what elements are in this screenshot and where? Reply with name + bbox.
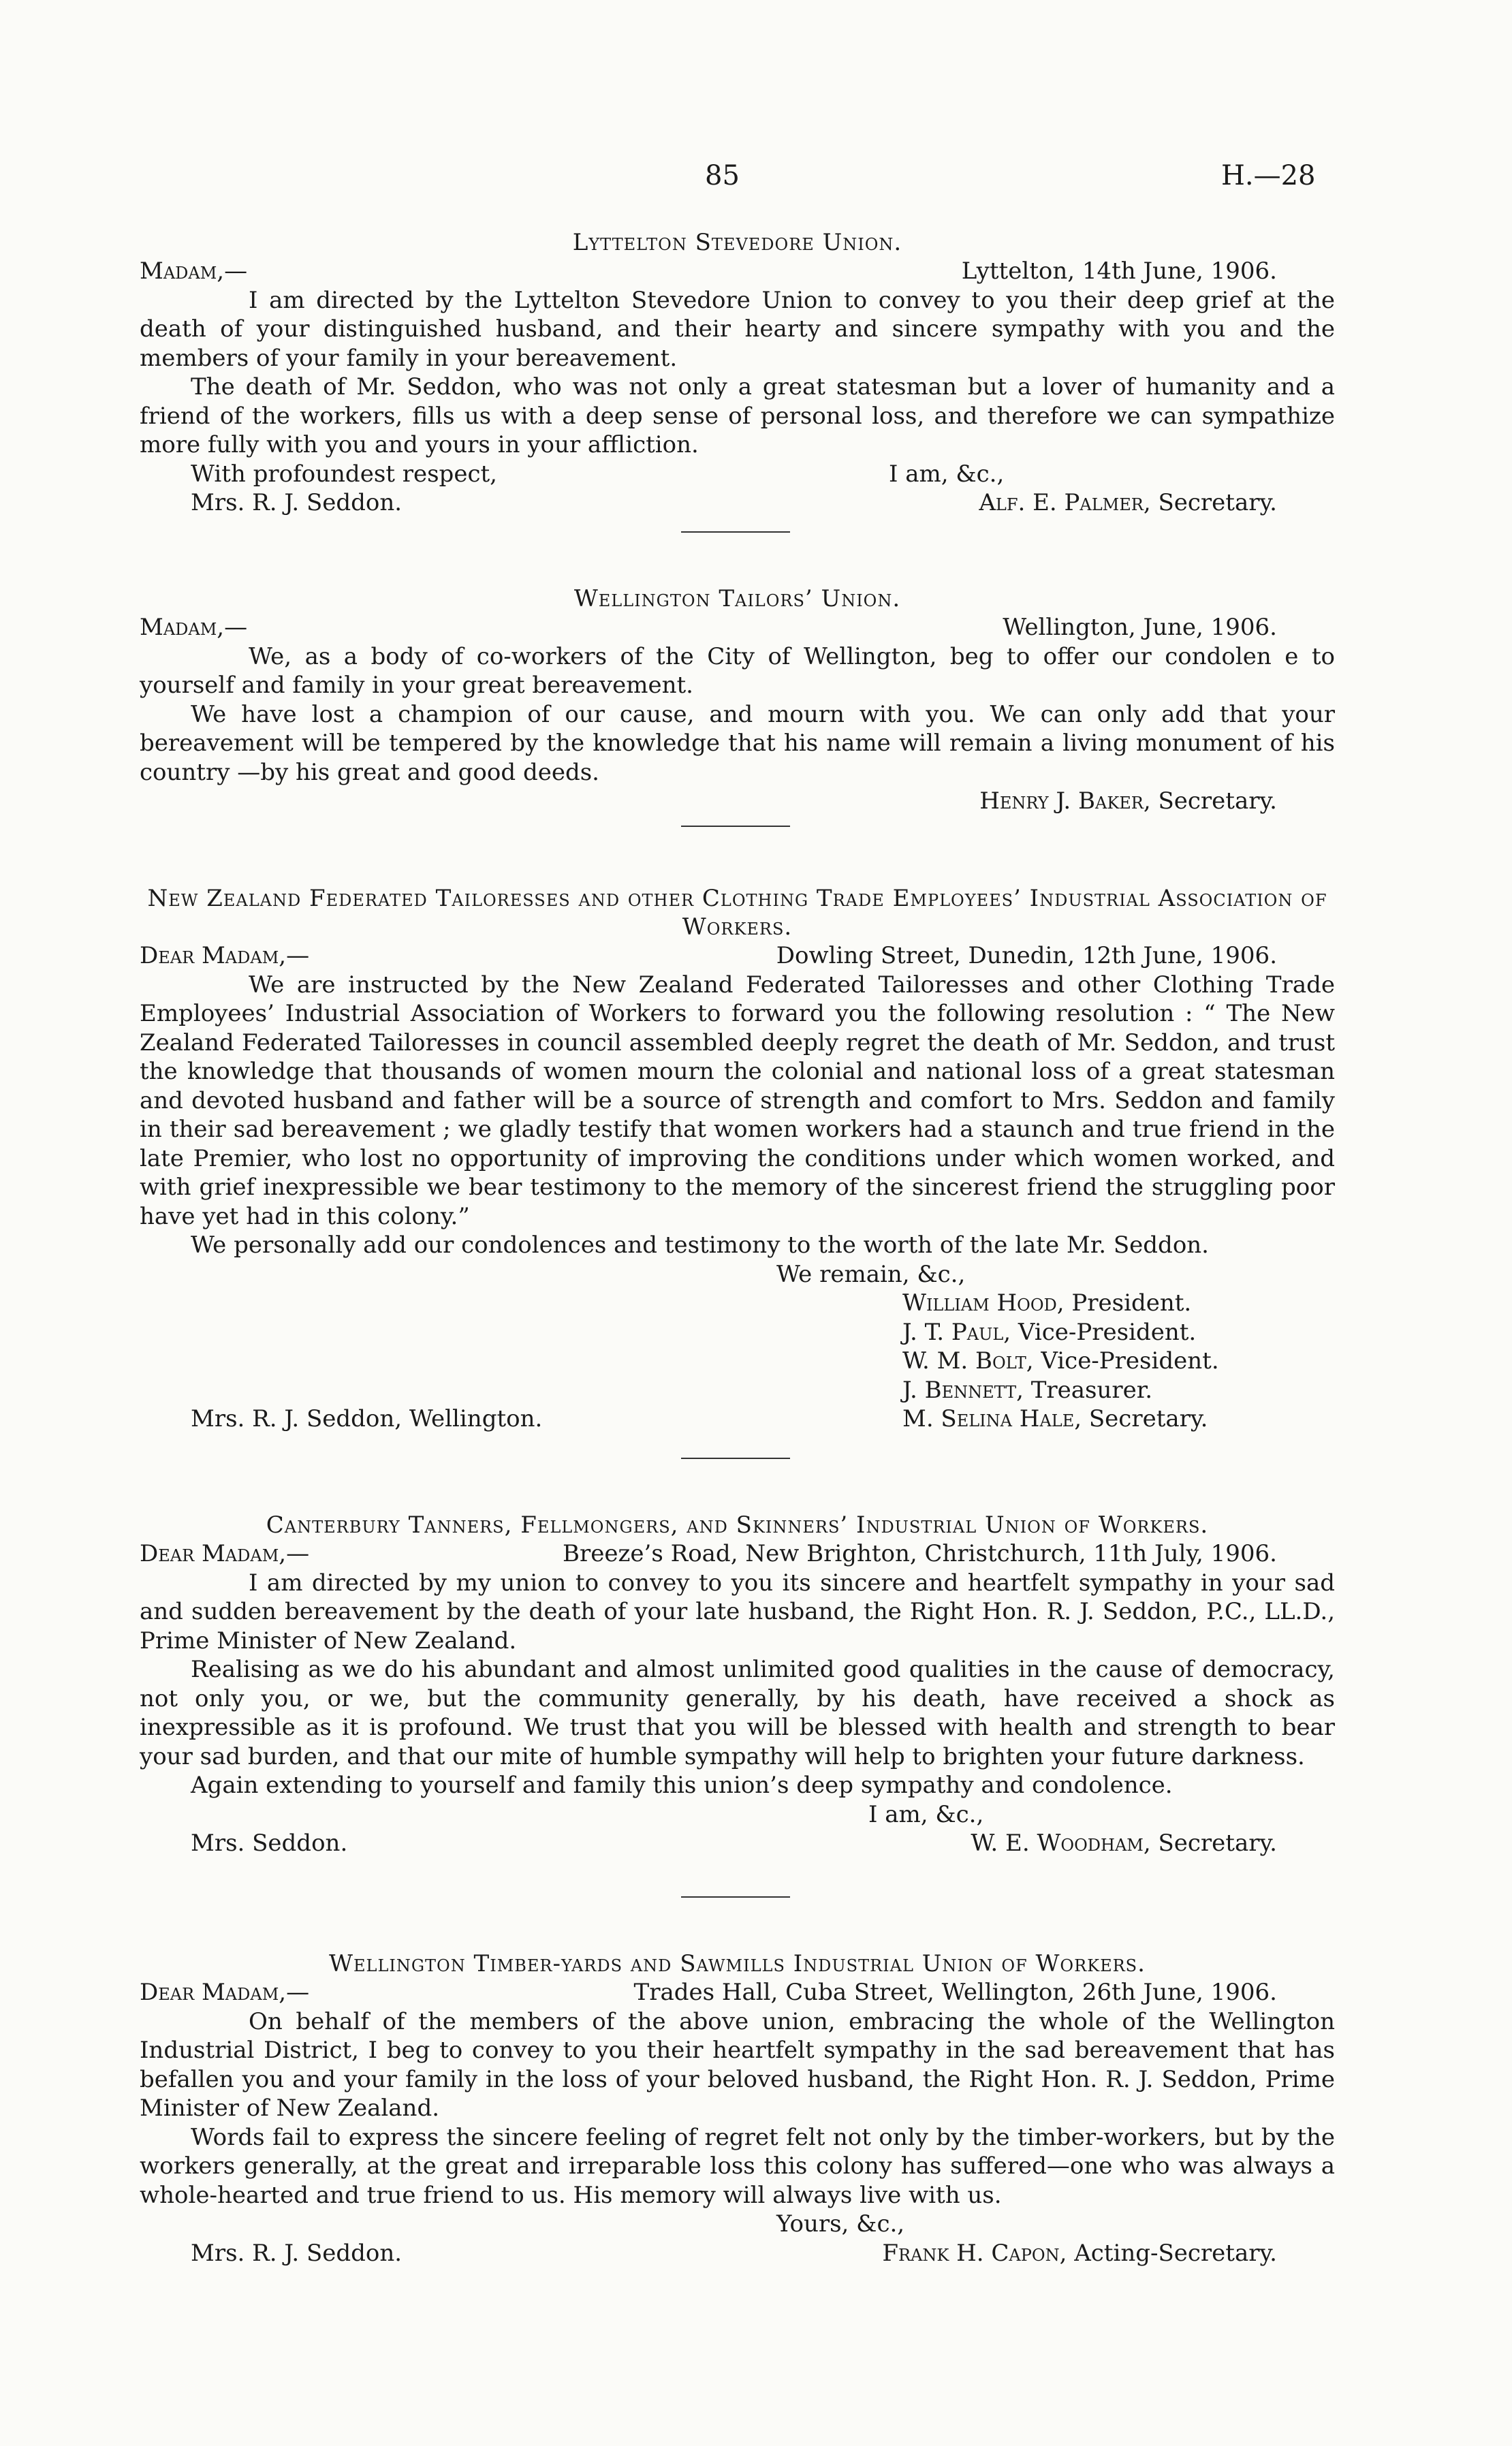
letter-paragraph: On behalf of the members of the above union, embracing the whole of the Wellington Industrial District, I beg to convey to you their heartfelt sympathy in the sad bereavement that has befallen you and your family in the loss of your beloved husband, the Right Hon. R. J. Seddon, Prime Minister of New Zealand. (140, 2007, 1335, 2122)
signatory-name: Alf. E. Palmer (979, 489, 1144, 516)
salutation: Dear Madam,— (140, 942, 310, 969)
letter-heading: Wellington Tailors’ Union. (573, 585, 901, 612)
document-reference: H.—28 (1221, 160, 1316, 191)
signatory-name: William Hood (902, 1289, 1057, 1317)
signatory-name: Henry J. Baker (979, 787, 1144, 815)
signature-row (140, 1829, 1335, 1858)
letter-lyttelton-stevedore (140, 228, 1335, 518)
letter-paragraph: We are instructed by the New Zealand Federated Tailoresses and other Clothing Trade Employees’ Industrial Association of Workers to forward you the following resolution : “ The New Zealand Federated Tailoresses in council assembled deeply regret the death of Mr. Seddon, and trust the knowledge that thousands of women mourn the colonial and national loss of a great statesman and devoted husband and father will be a source of strength and comfort to Mrs. Seddon and family in their sad bereavement ; we gladly testify that women workers had a staunch and true friend in the late Premier, who lost no opportunity of improving the conditions under which women worked, and with grief inexpressible we bear testimony to the memory of the sincerest friend the struggling poor have yet had in this colony.” (140, 971, 1335, 1230)
place-date: Breeze’s Road, New Brighton, Christchurch, 11th July, 1906. (563, 1540, 1277, 1567)
addressee: Mrs. R. J. Seddon. (191, 2239, 403, 2267)
letter-paragraph: Again extending to yourself and family this union’s deep sympathy and condolence. (191, 1772, 1173, 1799)
closing-right: I am, &c., (868, 1800, 984, 1828)
signatory-name: W. E. Woodham (971, 1830, 1144, 1857)
signatory-row (140, 1405, 1335, 1434)
signatory-title: , Secretary. (1074, 1405, 1208, 1432)
signatory-title: , Acting-Secretary. (1059, 2239, 1277, 2267)
salutation: Dear Madam,— (140, 1979, 310, 2006)
closing-row (140, 1800, 1335, 1830)
place-date: Trades Hall, Cuba Street, Wellington, 26th June, 1906. (633, 1979, 1277, 2006)
letter-heading: Wellington Timber-yards and Sawmills Industrial Union of Workers. (329, 1950, 1146, 1977)
salutation-row (140, 941, 1335, 971)
salutation-row (140, 1539, 1335, 1569)
letter-paragraph: Words fail to express the sincere feeling of regret felt not only by the timber-workers, but by the workers generally, at the great and irreparable loss this colony has suffered—one who was always a whole-hearted and true friend to us. His memory will always live with us. (140, 2123, 1335, 2209)
letter-paragraph: We have lost a champion of our cause, and mourn with you. We can only add that your bereavement will be tempered by the knowledge that his name will remain a living monument of his country —by his great and good deeds. (140, 700, 1335, 786)
signatory-name: W. M. Bolt (902, 1347, 1026, 1375)
signature-row (140, 2239, 1335, 2268)
section-divider (681, 826, 790, 827)
letter-paragraph: I am directed by my union to convey to you its sincere and heartfelt sympathy in your sad and sudden bereavement by the death of your late husband, the Right Hon. R. J. Seddon, P.C., LL.D., Prime Minister of New Zealand. (140, 1569, 1335, 1655)
addressee: Mrs. R. J. Seddon, Wellington. (191, 1405, 543, 1432)
salutation: Madam,— (140, 257, 248, 285)
place-date: Lyttelton, 14th June, 1906. (961, 257, 1277, 285)
letter-wellington-timber-yards (140, 1949, 1335, 2268)
signatory (979, 488, 1277, 518)
place-date: Wellington, June, 1906. (1003, 614, 1277, 641)
signatory (979, 787, 1277, 816)
signatory-title: , Secretary. (1143, 489, 1277, 516)
letter-paragraph: We personally add our condolences and testimony to the worth of the late Mr. Seddon. (191, 1232, 1209, 1259)
signatory-name: Frank H. Capon (882, 2239, 1060, 2267)
signatory-row (140, 1289, 1335, 1318)
salutation: Madam,— (140, 614, 248, 641)
letter-wellington-tailors (140, 584, 1335, 816)
addressee: Mrs. Seddon. (191, 1830, 348, 1857)
closing-row (140, 2210, 1335, 2239)
letter-paragraph: The death of Mr. Seddon, who was not only a great statesman but a lover of humanity and a friend of the workers, fills us with a deep sense of personal loss, and therefore we can sympathize more fully with you and yours in your affliction. (140, 373, 1335, 458)
signatory-title: , Vice-President. (1003, 1318, 1197, 1346)
signatory-name: J. Bennett (902, 1376, 1017, 1404)
salutation-row (140, 1978, 1335, 2007)
signatory-row (140, 1376, 1335, 1405)
closing-row (140, 460, 1335, 489)
place-date: Dowling Street, Dunedin, 12th June, 1906. (776, 942, 1277, 969)
page-number: 85 (705, 160, 740, 191)
closing-left: With profoundest respect, (191, 460, 497, 488)
salutation-row (140, 613, 1335, 642)
section-divider (681, 1896, 790, 1898)
signatory-title: , Secretary. (1143, 787, 1277, 815)
salutation-row (140, 257, 1335, 286)
letter-nz-federated-tailoresses (140, 884, 1335, 1434)
addressee: Mrs. R. J. Seddon. (191, 489, 403, 516)
signature-row (140, 488, 1335, 518)
letter-canterbury-tanners (140, 1511, 1335, 1858)
signatory (882, 2239, 1277, 2268)
section-divider (681, 1458, 790, 1459)
signatory-name: J. T. Paul (902, 1318, 1004, 1346)
letter-heading: New Zealand Federated Tailoresses and other Clothing Trade Employees’ Industrial Association of Workers. (147, 885, 1327, 941)
letter-heading: Canterbury Tanners, Fellmongers, and Skinners’ Industrial Union of Workers. (266, 1511, 1209, 1539)
signatory (971, 1829, 1277, 1858)
signatory-row (140, 1347, 1335, 1376)
signatory-title: , President. (1056, 1289, 1192, 1317)
signature-row (140, 787, 1335, 816)
page-header (0, 160, 1512, 201)
letter-paragraph: We, as a body of co-workers of the City of Wellington, beg to offer our condolen e to yourself and family in your great bereavement. (140, 642, 1335, 699)
signatory-title: , Treasurer. (1016, 1376, 1153, 1404)
signatory-name: M. Selina Hale (902, 1405, 1075, 1432)
letter-paragraph: Realising as we do his abundant and almost unlimited good qualities in the cause of democracy, not only you, or we, but the community generally, by his death, have received a shock as inexpressible as it is profound. We trust that you will be blessed with health and strength to bear your sad burden, and that our mite of humble sympathy will help to brighten your future darkness. (140, 1656, 1335, 1770)
closing-right: We remain, &c., (776, 1260, 966, 1288)
section-divider (681, 531, 790, 533)
signatory-title: , Secretary. (1143, 1830, 1277, 1857)
signatory-row (140, 1318, 1335, 1347)
salutation: Dear Madam,— (140, 1540, 310, 1567)
letter-heading: Lyttelton Stevedore Union. (572, 229, 902, 256)
closing-right: Yours, &c., (776, 2210, 905, 2238)
closing-row (140, 1260, 1335, 1289)
signatory-title: , Vice-President. (1026, 1347, 1219, 1375)
closing-right: I am, &c., (889, 460, 1005, 488)
letter-paragraph: I am directed by the Lyttelton Stevedore Union to convey to you their deep grief at the death of your distinguished husband, and their hearty and sincere sympathy with you and the members of your family in your bereavement. (140, 286, 1335, 372)
